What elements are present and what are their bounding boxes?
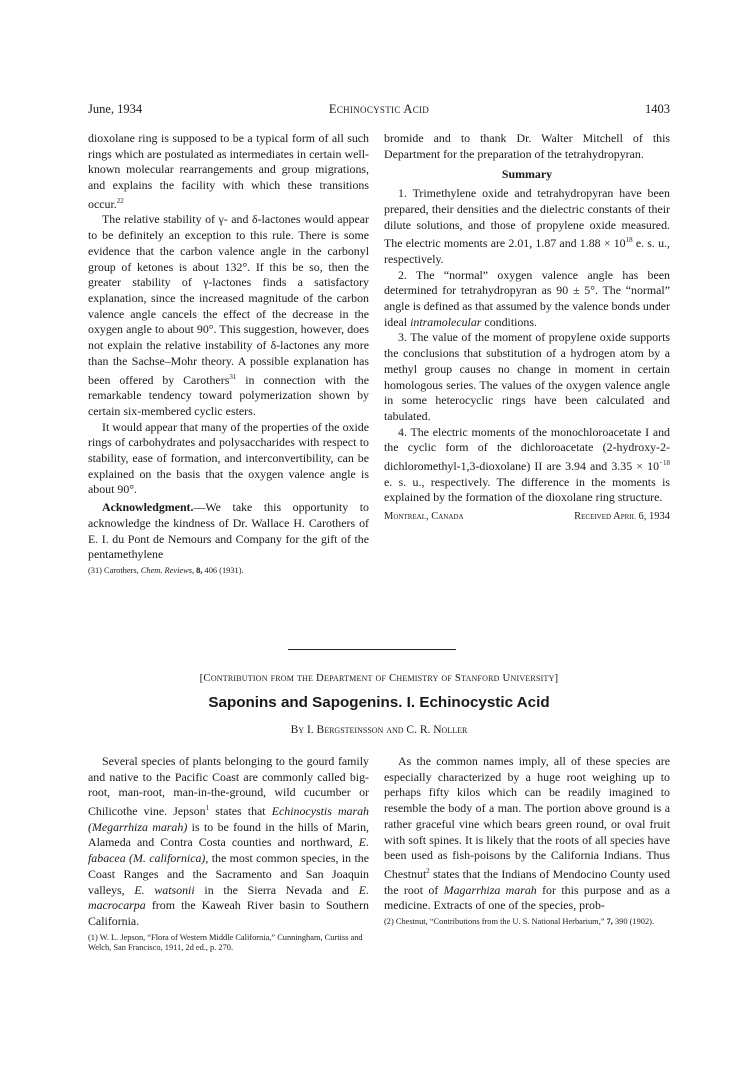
reference-marker: 2	[426, 866, 430, 875]
page-number: 1403	[645, 102, 670, 116]
acknowledgment-heading: Acknowledgment.	[102, 500, 194, 515]
footnote-1: (1) W. L. Jepson, “Flora of Western Middle California,” Cunningham, Curtiss and Welch, San Francisco, 1911, 2d ed., p. 270.	[88, 932, 363, 953]
column-top-left	[88, 131, 369, 576]
summary-item-3: 3. The value of the moment of propylene oxide supports the conclusions that substitution of a hydrogen atom by a methyl group causes no change in moment in certain homologous series. The values of the oxygen valence angle in some heterocyclic rings have been calculated and tabulated.	[384, 330, 670, 423]
summary-heading: Summary	[501, 167, 553, 182]
column-bottom-left	[88, 754, 369, 954]
paragraph: bromide and to thank Dr. Walter Mitchell of this Department for the preparation of the tetrahydropyran.	[384, 131, 670, 161]
footnote-2: (2) Chestnut, “Contributions from the U. S. National Herbarium,” 7, 390 (1902).	[384, 917, 655, 926]
paragraph: Several species of plants belonging to the gourd family and native to the Pacific Coast are commonly called big-root, man-root, man-in-the-ground, wild cucumber or Chilicothe vine. Jepson$^1$ states that Echinocystis marah (Megarrhiza marah) is to be found in the hills of Marin, Alameda and Contra Costa counties and northward, E. fabacea (M. californica), the most common species, in the Coast Ranges and the Sacramento and San Joaquin valleys, E. watsonii in the Sierra Nevada and E. macrocarpa from the Kaweah River basin to Southern California.	[88, 754, 370, 928]
paragraph: It would appear that many of the properties of the oxide rings of carbohydrates and polysaccharides with respect to stability, ease of formation, and interconvertibility, can be explained on the basis that the oxygen valence angle is about 90°.	[88, 419, 369, 497]
byline: By I. Bergsteinsson and C. R. Noller	[290, 724, 468, 736]
paragraph: dioxolane ring is supposed to be a typical form of all such rings which are postulated as intermediates in certain well-known molecular rearrangements and group migrations, and explains the facility with which these transitions occur.$^{22}$	[88, 131, 369, 211]
reference-marker: 31	[229, 372, 237, 381]
paragraph: As the common names imply, all of these species are especially characterized by a huge root weighing up to perhaps fifty kilos which can be readily imagined to resemble the body of a man. The portion above ground is a rather graceful vine which bears green round, or oval fruit with soft spines. It is likely that the roots of all species have been used as fish-poisons by the California Indians. Thus Chestnut$^2$ states that the Indians of Mendocino County used the root of Magarrhiza marah for this purpose and as a medicine. Extracts of one of the species, prob-	[384, 754, 670, 913]
column-bottom-right	[384, 754, 670, 928]
reference-marker: 22	[116, 196, 124, 205]
running-head-title: Echinocystic Acid	[328, 102, 430, 116]
reference-marker: 1	[205, 804, 210, 813]
footnote-31: (31) Carothers, Chem. Reviews, 8, 406 (1931).	[88, 565, 244, 575]
signature-line	[384, 509, 670, 525]
section-divider	[288, 649, 456, 650]
running-head-date: June, 1934	[88, 102, 143, 116]
column-top-right	[384, 131, 670, 525]
summary-item-4: 4. The electric moments of the monochloroacetate I and the cyclic form of the dichloroacetate (2-hydroxy-2-dichloromethyl-1,3-dioxolane) II are 3.94 and $3.35 \times 10^{-18}$ e. s. u., respectively. The difference in the moments is explained by the formation of the dioxolane ring structure.	[384, 424, 670, 505]
acknowledgment-paragraph: Acknowledgment.—We take this opportunity to acknowledge the kindness of Dr. Wallace H. Carothers of E. I. du Pont de Nemours and Company for the gift of the pentamethylene	[88, 500, 369, 562]
running-head	[88, 102, 670, 118]
received-date: Received April 6, 1934	[574, 511, 670, 523]
summary-item-1: 1. Trimethylene oxide and tetrahydropyran have been prepared, their densities and the dielectric constants of their dilute solutions, and those of propylene oxide measured. The electric moments are 2.01, 1.87 and $1.88 \times 10^{18}$ e. s. u., respectively.	[384, 186, 670, 266]
contribution-line: [Contribution from the Department of Chemistry of Stanford University]	[199, 672, 559, 684]
location: Montreal, Canada	[384, 511, 464, 523]
summary-item-2: 2. The “normal” oxygen valence angle has been determined for tetrahydropyran as 90 ± 5°. The “normal” angle is defined as that assumed by the valence bonds under ideal intramolecular conditions.	[384, 267, 670, 329]
paragraph: The relative stability of γ- and δ-lactones would appear to be definitely an exception to this rule. There is some evidence that the carbon valence angle in the carbonyl group of ketones is about 132°. If this be so, then the greater stability of γ-lactones finds a satisfactory explanation, since the increased magnitude of the carbon valence angle cancels the effect of the decrease in the oxygen angle to about 90°. This suggestion, however, does not explain the relative instability of δ-lactones any more than the Sachse–Mohr theory. A possible explanation has been offered by Carothers$^{31}$ in connection with the remarkable tendency toward polymerization shown by certain six-membered cyclic esters.	[88, 212, 370, 418]
article-title: Saponins and Sapogenins. I. Echinocystic Acid	[208, 694, 550, 711]
